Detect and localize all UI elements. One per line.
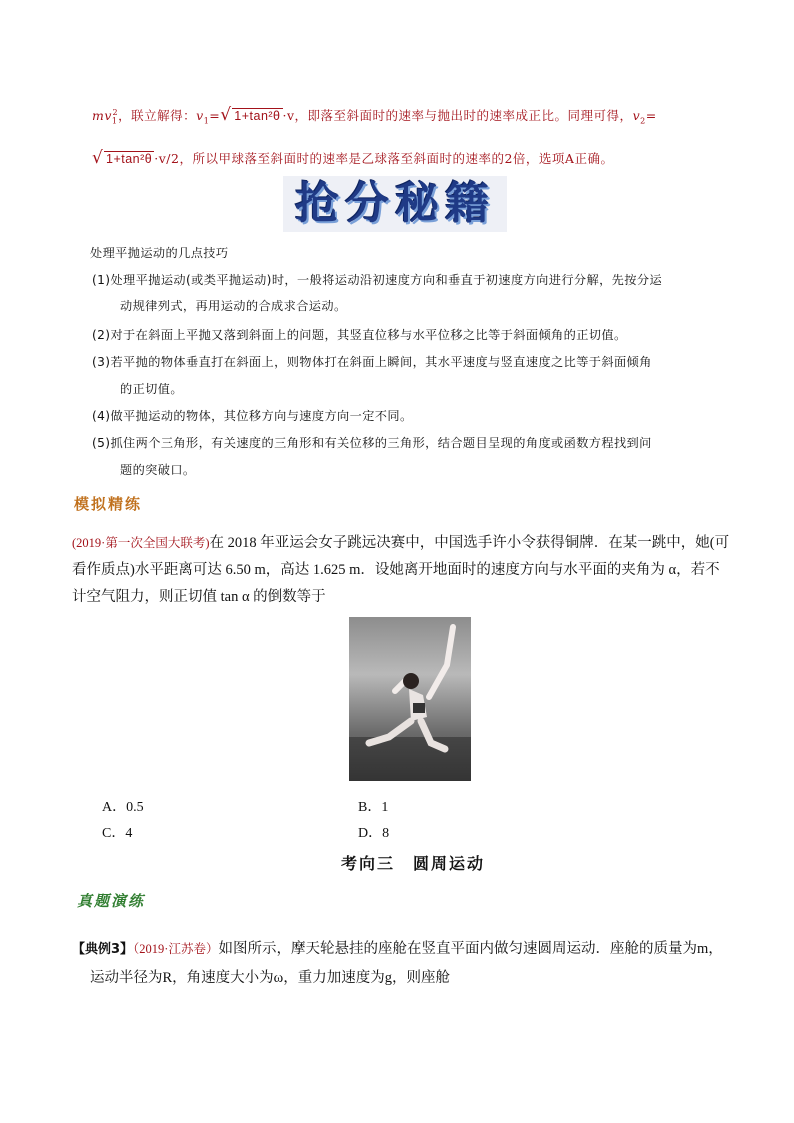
athlete-figure xyxy=(349,617,471,781)
banner-image xyxy=(283,176,507,232)
banner-title: 抢分秘籍 xyxy=(295,178,495,229)
tip-item: 题的突破口。 xyxy=(120,463,196,477)
tip-item: (4)做平抛运动的物体，其位移方向与速度方向一定不同。 xyxy=(92,409,413,423)
practice-question-line-1: (2019·第一次全国大联考)在 2018 年亚运会女子跳远决赛中，中国选手许小令获得铜牌．在某一跳中，她(可 xyxy=(72,535,730,551)
option-c[interactable]: C．4 xyxy=(102,826,133,841)
option-d[interactable]: D．8 xyxy=(358,826,390,841)
section-title-real: 真题演练 xyxy=(77,892,146,910)
tip-item: 的正切值。 xyxy=(120,382,183,396)
example-question-line-1: 【典例3】（2019·江苏卷）如图所示，摩天轮悬挂的座舱在竖直平面内做匀速圆周运动．座舱的质量为m， xyxy=(72,941,723,957)
example-source: （2019·江苏卷） xyxy=(133,942,219,956)
section-title-practice: 模拟精练 xyxy=(74,495,143,513)
option-a[interactable]: A．0.5 xyxy=(102,800,144,815)
tips-heading: 处理平抛运动的几点技巧 xyxy=(90,246,229,260)
tip-item: (2)对于在斜面上平抛又落到斜面上的问题，其竖直位移与水平位移之比等于斜面倾角的正切值。 xyxy=(92,328,627,342)
practice-question-line-3: 计空气阻力，则正切值 tan α 的倒数等于 xyxy=(72,589,326,605)
tip-item: 动规律列式，再用运动的合成求合运动。 xyxy=(120,299,347,313)
chapter-heading: 考向三 圆周运动 xyxy=(341,854,486,873)
option-b[interactable]: B．1 xyxy=(358,800,389,815)
example-label: 【典例3】 xyxy=(72,942,134,957)
solution-line-1: $mv_1^2$，联立解得：$v_1=√$ 1+tan²θ ·v，即落至斜面时的速率与抛出时的速率成正比。同理可得，$v_2=$ xyxy=(92,106,657,126)
long-jump-photo xyxy=(349,617,471,781)
tip-item: (1)处理平抛运动(或类平抛运动)时，一般将运动沿初速度方向和垂直于初速度方向进行分解，先按分运 xyxy=(92,273,663,287)
question-source: (2019·第一次全国大联考) xyxy=(72,536,210,550)
tip-item: (3)若平抛的物体垂直打在斜面上，则物体打在斜面上瞬间，其水平速度与竖直速度之比等于斜面倾角 xyxy=(92,355,652,369)
practice-question-line-2: 看作质点)水平距离可达 6.50 m，高达 1.625 m．设她离开地面时的速度方向与水平面的夹角为 α，若不 xyxy=(72,562,720,578)
tip-item: (5)抓住两个三角形，有关速度的三角形和有关位移的三角形，结合题目呈现的角度或函数方程找到问 xyxy=(92,436,652,450)
example-question-line-2: 运动半径为R，角速度大小为ω，重力加速度为g，则座舱 xyxy=(90,970,450,986)
solution-line-2: √ 1+tan²θ ·v/2，所以甲球落至斜面时的速率是乙球落至斜面时的速率的2倍，选项A正确。 xyxy=(92,149,613,167)
